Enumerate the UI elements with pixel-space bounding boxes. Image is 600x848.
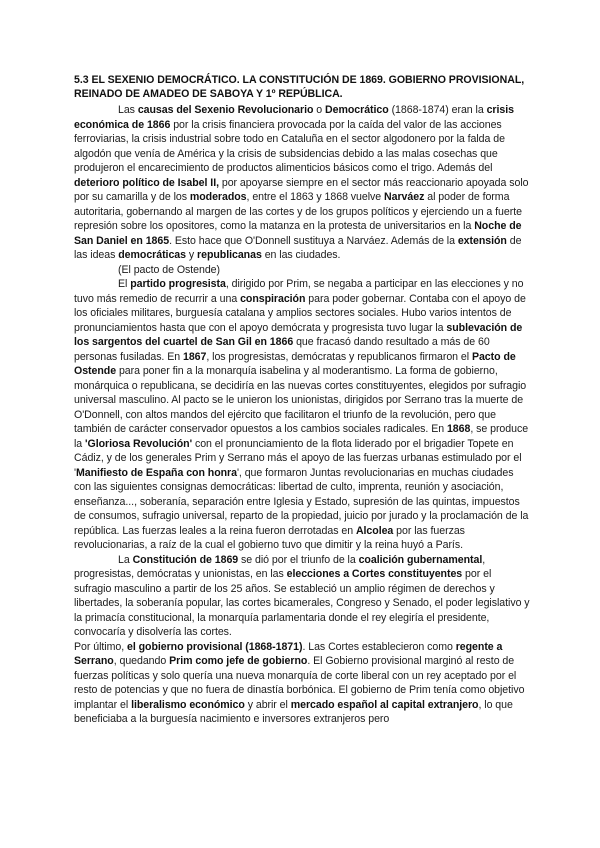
bold-text: 'Gloriosa Revolución' bbox=[85, 437, 193, 450]
text-run: La bbox=[118, 553, 133, 566]
paragraph-container bbox=[74, 103, 530, 727]
bold-text: el gobierno provisional (1868-1871) bbox=[126, 640, 303, 653]
text-run: , entre el 1863 y 1868 vuelve bbox=[246, 191, 385, 203]
text-run: que fracasó dando resultado a más de 60 personas fusiladas. En bbox=[74, 336, 490, 363]
paragraph bbox=[74, 640, 530, 727]
bold-text: Manifiesto de España con honra bbox=[75, 466, 237, 479]
section-title: 5.3 EL SEXENIO DEMOCRÁTICO. LA CONSTITUCIÓN DE 1869. GOBIERNO PROVISIONAL, REINADO DE AMADEO DE SABOYA Y 1º REPÚBLICA. bbox=[74, 74, 525, 100]
text-run: con el pronunciamiento de la flota liderado por el brigadier Topete en Cádiz, y de los generales Prim y Serrano más el apoyo de las fuerzas urbanas estimulado por el ' bbox=[74, 437, 522, 479]
bold-text: liberalismo económico bbox=[131, 698, 245, 711]
bold-text: crisis económica de 1866 bbox=[74, 104, 514, 131]
text-run: ', que formaron Juntas revolucionarias en muchas ciudades con las siguientes consignas democráticas: libertad de culto, imprenta, reunión y asociación, enseñanza..., soberanía, separación entre Iglesia y Estado, supresión de las quintas, impuestos de consumos, sufragio universal, reparto de la propiedad, juicio por jurado y la proclamación de la república. Las fuerzas leales a la reina fueron derrotadas en bbox=[74, 466, 529, 537]
text-run: por apoyarse siempre en el sector más reaccionario apoyada solo por su camarilla y de los bbox=[74, 176, 529, 203]
text-run: y bbox=[185, 249, 198, 261]
text-run: y abrir el bbox=[244, 698, 291, 711]
bold-text: democráticas bbox=[118, 249, 186, 261]
paragraph bbox=[74, 553, 530, 640]
text-run: Por último, bbox=[74, 640, 127, 653]
bold-text: Prim como jefe de gobierno bbox=[169, 655, 308, 667]
text-run: Las bbox=[118, 104, 138, 116]
bold-text: republicanas bbox=[197, 249, 262, 261]
document-body bbox=[74, 74, 530, 727]
text-run: . El Gobierno provisional marginó al resto de fuerzas políticas y solo quería una nueva monarquía de corte liberal con un rey aceptado por el resto de potencias y que no fuera de dinastía borbónica. El gobierno de Prim tenía como objetivo implantar el bbox=[74, 655, 525, 711]
text-run: . Esto hace que O'Donnell sustituya a Narváez. Además de la bbox=[169, 234, 458, 247]
text-run: , lo que beneficiaba a la burguesía nacimiento e inversores extranjeros pero bbox=[74, 698, 513, 725]
text-run: para poner fin a la monarquía isabelina y al moderantismo. La forma de gobierno, monárquica o republicana, se decidiría en las nuevas cortes constituyentes, elegidos por sufragio universal masculino. Al pacto se le unieron los unionistas, dirigidos por Serrano tras la muerte de O'Donnell, con altos mandos del ejército que facilitaron el triunfo de la revolución, pero que también de carácter conservador opuestos a los cambios sociales radicales. En bbox=[74, 365, 527, 435]
bold-text: moderados bbox=[189, 191, 247, 203]
bold-text: Constitución de 1869 bbox=[132, 553, 239, 566]
bold-text: 1867 bbox=[182, 350, 207, 363]
text-run: por el sufragio masculino a partir de los 25 años. Se estableció un amplio régimen de derechos y libertades, la soberanía popular, las cortes bicamerales, Congreso y Senado, el poder legislativo y la primacía constitucional, la monarquía parlamentaria donde el rey elegiría el presidente, convocaría y disolvería las cortes. bbox=[74, 568, 530, 638]
bold-text: Democrático bbox=[325, 104, 389, 116]
bold-text: mercado español al capital extranjero bbox=[290, 698, 479, 711]
paragraph bbox=[74, 277, 530, 553]
text-run: , quedando bbox=[113, 655, 170, 667]
bold-text: Noche de San Daniel en 1865 bbox=[74, 220, 522, 247]
text-run: por las fuerzas revolucionarias, a raíz de la cual el gobierno tuvo que dimitir y la reina huyó a París. bbox=[74, 524, 465, 551]
text-run: , progresistas, demócratas y unionistas, en las bbox=[74, 553, 486, 580]
text-run: en las ciudades. bbox=[261, 249, 341, 261]
bold-text: extensión bbox=[457, 234, 507, 247]
text-run: de las ideas bbox=[74, 234, 522, 261]
paragraph bbox=[74, 103, 530, 263]
text-run: , los progresistas, demócratas y republicanos firmaron el bbox=[206, 350, 472, 363]
bold-text: causas del Sexenio Revolucionario bbox=[137, 104, 314, 116]
paragraph bbox=[74, 263, 530, 278]
text-run: El bbox=[118, 278, 131, 290]
bold-text: Alcolea bbox=[355, 524, 394, 537]
bold-text: coalición gubernamental bbox=[358, 553, 483, 566]
bold-text: partido progresista bbox=[130, 278, 226, 290]
bold-text: deterioro político de Isabel II, bbox=[74, 176, 219, 189]
bold-text: sublevación de los sargentos del cuartel de San Gil en 1866 bbox=[74, 321, 523, 348]
text-run: (1868-1874) eran la bbox=[388, 104, 487, 116]
bold-text: Pacto de Ostende bbox=[74, 350, 516, 377]
text-run: o bbox=[313, 104, 326, 116]
bold-text: 1868 bbox=[446, 423, 471, 435]
text-run: , se produce la bbox=[74, 423, 529, 450]
bold-text: regente a Serrano bbox=[74, 640, 503, 667]
text-run: al poder de forma autoritaria, gobernando al margen de las cortes y de los grupos políticos y ejerciendo un a fuerte represión sobre los opositores, como la matanza en la protesta de universitarios en la bbox=[74, 191, 522, 232]
text-run: se dió por el triunfo de la bbox=[238, 553, 359, 566]
text-run: , dirigido por Prim, se negaba a participar en las elecciones y no tuvo más remedio de recurrir a una bbox=[74, 278, 524, 305]
bold-text: elecciones a Cortes constituyentes bbox=[286, 568, 463, 580]
text-run: . Las Cortes establecieron como bbox=[302, 640, 456, 653]
text-run: por la crisis financiera provocada por la caída del valor de las acciones ferroviarias, la crisis industrial sobre todo en Cataluña en el sector algodonero por la falda de algodón que venía de América y la crisis de subsidencias debido a las malas cosechas que produjeron el encarecimiento de productos alimenticios básicos como el trigo. Además del bbox=[74, 118, 505, 174]
bold-text: Narváez bbox=[384, 191, 425, 203]
bold-text: conspiración bbox=[240, 292, 306, 305]
text-run: para poder gobernar. Contaba con el apoyo de los oficiales militares, burguesía catalana y amplios sectores sociales. Hubo varios intentos de pronunciamientos hasta que con el apoyo demócrata y progresista tuvo lugar la bbox=[74, 292, 526, 334]
text-run: (El pacto de Ostende) bbox=[118, 263, 221, 276]
